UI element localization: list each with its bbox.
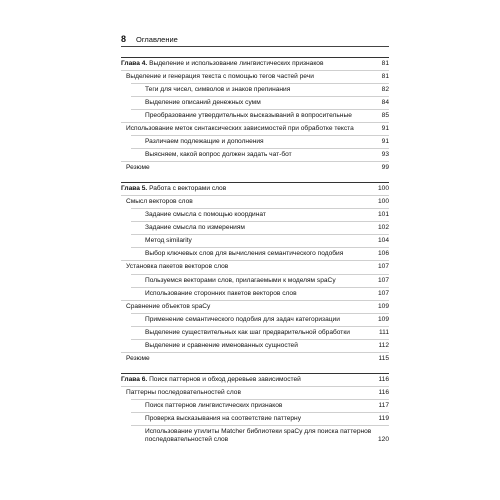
toc-entry-text: Сравнение объектов spaCy bbox=[126, 302, 211, 310]
toc-entry-text: Выделение и использование лингвистических признаков bbox=[149, 60, 324, 67]
toc-entry-text: Работа с векторами слов bbox=[149, 185, 227, 193]
toc-entry-title bbox=[121, 185, 376, 193]
toc-entry-title bbox=[131, 211, 376, 219]
page-number: 8 bbox=[121, 34, 127, 44]
toc-entry-page: 119 bbox=[378, 414, 389, 422]
toc-entry[interactable] bbox=[131, 208, 389, 221]
toc-entry[interactable] bbox=[131, 135, 389, 148]
toc-entry-page: 109 bbox=[377, 302, 389, 310]
toc-entry-text: Проверка высказывания на соответствие паттерну bbox=[145, 414, 301, 422]
toc-entry-page: 93 bbox=[381, 151, 389, 159]
page-title: Оглавление bbox=[136, 35, 178, 44]
toc-page bbox=[121, 28, 389, 446]
toc-entry[interactable] bbox=[131, 83, 389, 96]
toc-entry[interactable] bbox=[131, 247, 389, 260]
toc-entry[interactable] bbox=[131, 234, 389, 247]
toc-entry[interactable] bbox=[121, 161, 389, 174]
toc-entry-title bbox=[131, 237, 376, 245]
toc-entry-text: Преобразование утвердительных высказываний в вопросительные bbox=[145, 112, 352, 120]
toc-entry-title bbox=[121, 263, 376, 271]
toc-entry-title bbox=[131, 428, 376, 444]
toc-entry-page: 109 bbox=[377, 315, 389, 323]
toc-entry-text: Использование утилиты Matcher библиотеки spaCy для поиска паттернов последовательностей слов bbox=[145, 427, 372, 443]
toc-entry-title bbox=[121, 198, 376, 206]
table-of-contents bbox=[121, 57, 389, 446]
toc-chapter-entry[interactable] bbox=[121, 373, 389, 386]
toc-entry-page: 115 bbox=[378, 354, 389, 362]
toc-entry-page: 91 bbox=[381, 125, 389, 133]
toc-entry[interactable] bbox=[121, 122, 389, 135]
chapter-label: Глава 4. bbox=[121, 60, 150, 67]
toc-entry-page: 99 bbox=[381, 164, 389, 172]
toc-entry[interactable] bbox=[131, 221, 389, 234]
toc-entry-text: Применение семантического подобия для задач категоризации bbox=[145, 315, 340, 323]
toc-entry-title bbox=[131, 290, 376, 298]
toc-entry-text: Задание смысла по измерениям bbox=[145, 224, 245, 232]
toc-entry[interactable] bbox=[131, 109, 389, 122]
chapter-label: Глава 6. bbox=[121, 375, 150, 383]
toc-entry-title bbox=[121, 60, 380, 68]
toc-entry-page: 81 bbox=[381, 73, 389, 81]
toc-entry-page: 107 bbox=[377, 263, 389, 271]
toc-entry-text: Смысл векторов слов bbox=[126, 198, 193, 206]
toc-entry-title bbox=[131, 224, 376, 232]
toc-entry-text: Использование меток синтаксических зависимостей при обработке текста bbox=[126, 125, 354, 133]
toc-entry-text: Поиск паттернов и обход деревьев зависимостей bbox=[149, 375, 301, 383]
toc-entry-title bbox=[131, 316, 376, 324]
chapter-label: Глава 5. bbox=[121, 185, 150, 193]
toc-entry-title bbox=[121, 164, 380, 172]
toc-entry-page: 104 bbox=[377, 237, 389, 245]
toc-entry-page: 116 bbox=[378, 375, 389, 383]
page-header bbox=[121, 28, 389, 47]
toc-entry[interactable] bbox=[131, 274, 389, 287]
chapter-gap bbox=[121, 174, 389, 182]
toc-entry[interactable] bbox=[131, 425, 389, 446]
toc-entry[interactable] bbox=[131, 313, 389, 326]
toc-entry-title bbox=[131, 277, 376, 285]
toc-entry-title bbox=[121, 355, 376, 363]
toc-entry[interactable] bbox=[121, 352, 389, 365]
toc-entry-title bbox=[131, 86, 380, 94]
toc-entry-page: 82 bbox=[381, 86, 389, 94]
toc-entry[interactable] bbox=[121, 300, 389, 313]
toc-entry-page: 91 bbox=[381, 138, 389, 146]
toc-entry-title bbox=[131, 112, 380, 120]
chapter-gap bbox=[121, 365, 389, 373]
toc-entry-text: Различаем подлежащие и дополнения bbox=[145, 138, 264, 146]
toc-entry[interactable] bbox=[121, 260, 389, 273]
toc-entry-page: 102 bbox=[377, 224, 389, 232]
toc-chapter-entry[interactable] bbox=[121, 57, 389, 70]
toc-entry-text: Резюме bbox=[126, 354, 150, 362]
toc-entry-page: 112 bbox=[378, 341, 389, 349]
toc-entry-text: Поиск паттернов лингвистических признаков bbox=[145, 401, 283, 409]
toc-entry-text: Задание смысла с помощью координат bbox=[145, 211, 266, 219]
toc-entry-text: Выделение и генерация текста с помощью тегов частей речи bbox=[126, 73, 314, 81]
toc-entry-page: 107 bbox=[377, 289, 389, 297]
toc-entry-text: Использование сторонних пакетов векторов слов bbox=[145, 289, 297, 297]
toc-entry-title bbox=[131, 151, 380, 159]
toc-entry-title bbox=[131, 250, 376, 258]
toc-entry-page: 107 bbox=[377, 276, 389, 284]
toc-entry-text: Выбор ключевых слов для вычисления семантического подобия bbox=[145, 250, 344, 258]
toc-entry-text: Выделение описаний денежных сумм bbox=[145, 99, 261, 107]
toc-entry-text: Метод similarity bbox=[145, 237, 192, 245]
toc-entry-title bbox=[131, 99, 380, 107]
toc-entry-text: Выясняем, какой вопрос должен задать чат-бот bbox=[145, 151, 292, 159]
toc-entry-page: 117 bbox=[378, 401, 389, 409]
toc-entry-text: Выделение существительных как шаг предварительной обработки bbox=[145, 328, 350, 336]
toc-entry-page: 81 bbox=[381, 60, 389, 67]
toc-entry[interactable] bbox=[121, 70, 389, 83]
toc-entry-title bbox=[131, 138, 380, 146]
toc-entry-text: Пользуемся векторами слов, прилагаемыми к моделям spaCy bbox=[145, 276, 336, 284]
toc-entry[interactable] bbox=[121, 386, 389, 399]
toc-entry[interactable] bbox=[131, 339, 389, 352]
toc-entry[interactable] bbox=[131, 287, 389, 300]
toc-entry-title bbox=[121, 125, 380, 133]
toc-entry-title bbox=[121, 303, 376, 311]
toc-entry-page: 100 bbox=[377, 185, 389, 193]
toc-entry-title bbox=[121, 376, 376, 384]
toc-entry-page: 84 bbox=[381, 99, 389, 107]
toc-entry[interactable] bbox=[121, 195, 389, 208]
toc-entry-page: 101 bbox=[377, 211, 389, 219]
toc-entry-page: 100 bbox=[377, 198, 389, 206]
toc-entry-page: 120 bbox=[377, 435, 389, 443]
toc-entry-title bbox=[131, 329, 377, 337]
toc-entry-title bbox=[121, 73, 380, 81]
toc-entry-title bbox=[121, 389, 376, 397]
toc-entry-page: 116 bbox=[378, 388, 389, 396]
toc-entry-page: 85 bbox=[381, 112, 389, 120]
toc-entry-page: 111 bbox=[378, 328, 389, 336]
toc-entry[interactable] bbox=[131, 96, 389, 109]
toc-entry-title bbox=[131, 415, 376, 423]
toc-entry-text: Теги для чисел, символов и знаков препинания bbox=[145, 86, 291, 94]
toc-entry[interactable] bbox=[131, 326, 389, 339]
toc-entry[interactable] bbox=[131, 148, 389, 161]
toc-entry-page: 106 bbox=[377, 250, 389, 258]
toc-entry-title bbox=[131, 402, 376, 410]
toc-entry[interactable] bbox=[131, 412, 389, 425]
toc-entry-title bbox=[131, 342, 376, 350]
toc-entry-text: Установка пакетов векторов слов bbox=[126, 263, 229, 271]
toc-entry-text: Выделение и сравнение именованных сущностей bbox=[145, 341, 298, 349]
toc-chapter-entry[interactable] bbox=[121, 182, 389, 195]
toc-entry-text: Резюме bbox=[126, 164, 150, 172]
toc-entry[interactable] bbox=[131, 399, 389, 412]
toc-entry-text: Паттерны последовательностей слов bbox=[126, 388, 241, 396]
